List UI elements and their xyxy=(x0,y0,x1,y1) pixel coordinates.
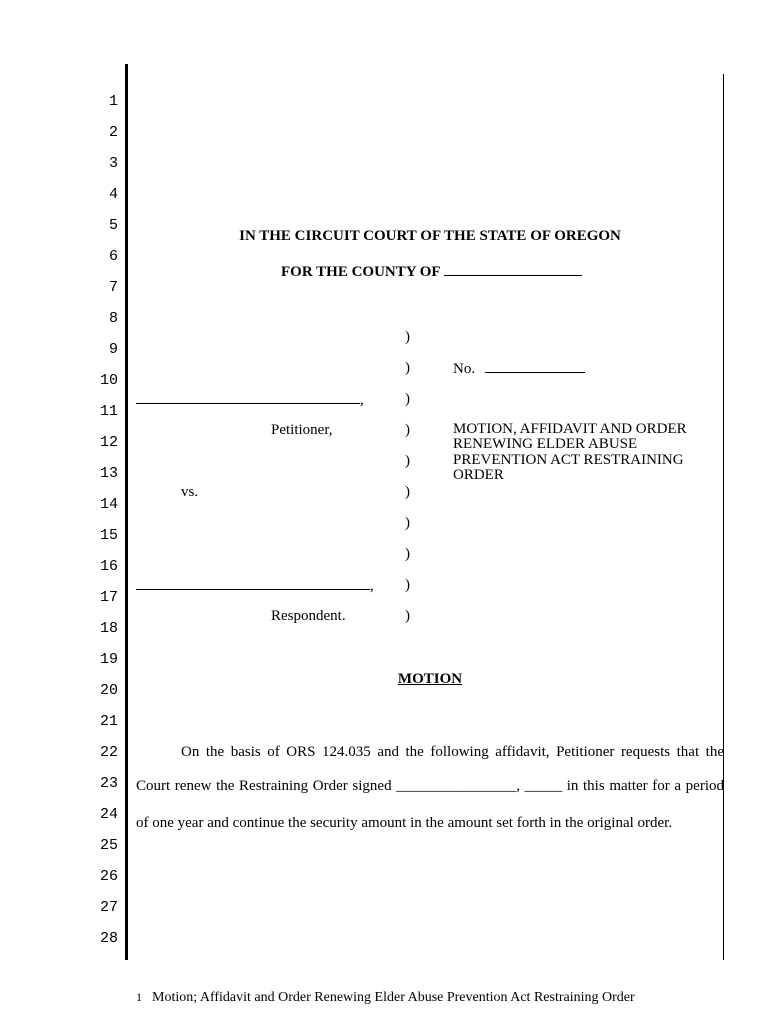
line-number: 24 xyxy=(99,806,118,823)
line-number: 16 xyxy=(99,558,118,575)
petitioner-name-blank[interactable] xyxy=(136,391,360,404)
line-number: 8 xyxy=(108,310,118,327)
line-number: 10 xyxy=(99,372,118,389)
respondent-name-line xyxy=(136,577,374,595)
line-number: 26 xyxy=(99,868,118,885)
caption-paren: ) xyxy=(405,329,410,345)
line-number: 4 xyxy=(108,186,118,203)
caption-paren: ) xyxy=(405,422,410,438)
caption-paren: ) xyxy=(405,608,410,624)
county-label: FOR THE COUNTY OF xyxy=(281,264,441,280)
line-number: 18 xyxy=(99,620,118,637)
caption-paren: ) xyxy=(405,515,410,531)
motion-heading: MOTION xyxy=(397,671,463,687)
motion-body-line: of one year and continue the security amount in the amount set forth in the original order. xyxy=(136,815,673,831)
line-number: 21 xyxy=(99,713,118,730)
left-margin-rule xyxy=(125,64,128,960)
motion-body-line: On the basis of ORS 124.035 and the following affidavit, Petitioner requests that the xyxy=(181,744,724,760)
county-line xyxy=(281,263,582,281)
county-blank[interactable] xyxy=(444,263,582,276)
versus-label: vs. xyxy=(181,484,199,500)
respondent-label: Respondent. xyxy=(271,608,346,624)
footer-title: Motion; Affidavit and Order Renewing Elder Abuse Prevention Act Restraining Order xyxy=(152,990,635,1005)
line-number: 17 xyxy=(99,589,118,606)
page-footer xyxy=(136,989,635,1006)
document-title-line: ORDER xyxy=(453,467,504,483)
line-number: 27 xyxy=(99,899,118,916)
line-number: 12 xyxy=(99,434,118,451)
line-number: 28 xyxy=(99,930,118,947)
document-title-line: MOTION, AFFIDAVIT AND ORDER xyxy=(453,421,687,437)
line-number: 23 xyxy=(99,775,118,792)
petitioner-comma: , xyxy=(360,392,364,408)
line-number: 2 xyxy=(108,124,118,141)
line-number: 22 xyxy=(99,744,118,761)
line-number: 11 xyxy=(99,403,118,420)
line-number: 7 xyxy=(108,279,118,296)
line-number: 6 xyxy=(108,248,118,265)
line-number: 13 xyxy=(99,465,118,482)
line-number: 1 xyxy=(108,93,118,110)
line-number: 14 xyxy=(99,496,118,513)
line-number: 20 xyxy=(99,682,118,699)
case-number-line xyxy=(453,360,585,378)
line-number: 25 xyxy=(99,837,118,854)
caption-paren: ) xyxy=(405,453,410,469)
line-number: 9 xyxy=(108,341,118,358)
petitioner-label: Petitioner, xyxy=(271,422,333,438)
document-title-line: RENEWING ELDER ABUSE xyxy=(453,436,638,452)
right-margin-rule xyxy=(723,74,724,960)
line-number: 5 xyxy=(108,217,118,234)
page-number: 1 xyxy=(136,990,142,1004)
document-title-line: PREVENTION ACT RESTRAINING xyxy=(453,452,684,468)
respondent-name-blank[interactable] xyxy=(136,577,370,590)
caption-paren: ) xyxy=(405,577,410,593)
line-number: 15 xyxy=(99,527,118,544)
caption-paren: ) xyxy=(405,546,410,562)
caption-paren: ) xyxy=(405,391,410,407)
motion-body-line: Court renew the Restraining Order signed ________________, _____ in this matter for a period xyxy=(136,778,724,794)
petitioner-name-line xyxy=(136,391,364,409)
caption-paren: ) xyxy=(405,360,410,376)
respondent-comma: , xyxy=(370,578,374,594)
court-title: IN THE CIRCUIT COURT OF THE STATE OF OREGON xyxy=(239,228,621,244)
line-number: 19 xyxy=(99,651,118,668)
case-number-label: No. xyxy=(453,361,476,377)
line-number: 3 xyxy=(108,155,118,172)
caption-paren: ) xyxy=(405,484,410,500)
case-number-blank[interactable] xyxy=(485,360,585,373)
